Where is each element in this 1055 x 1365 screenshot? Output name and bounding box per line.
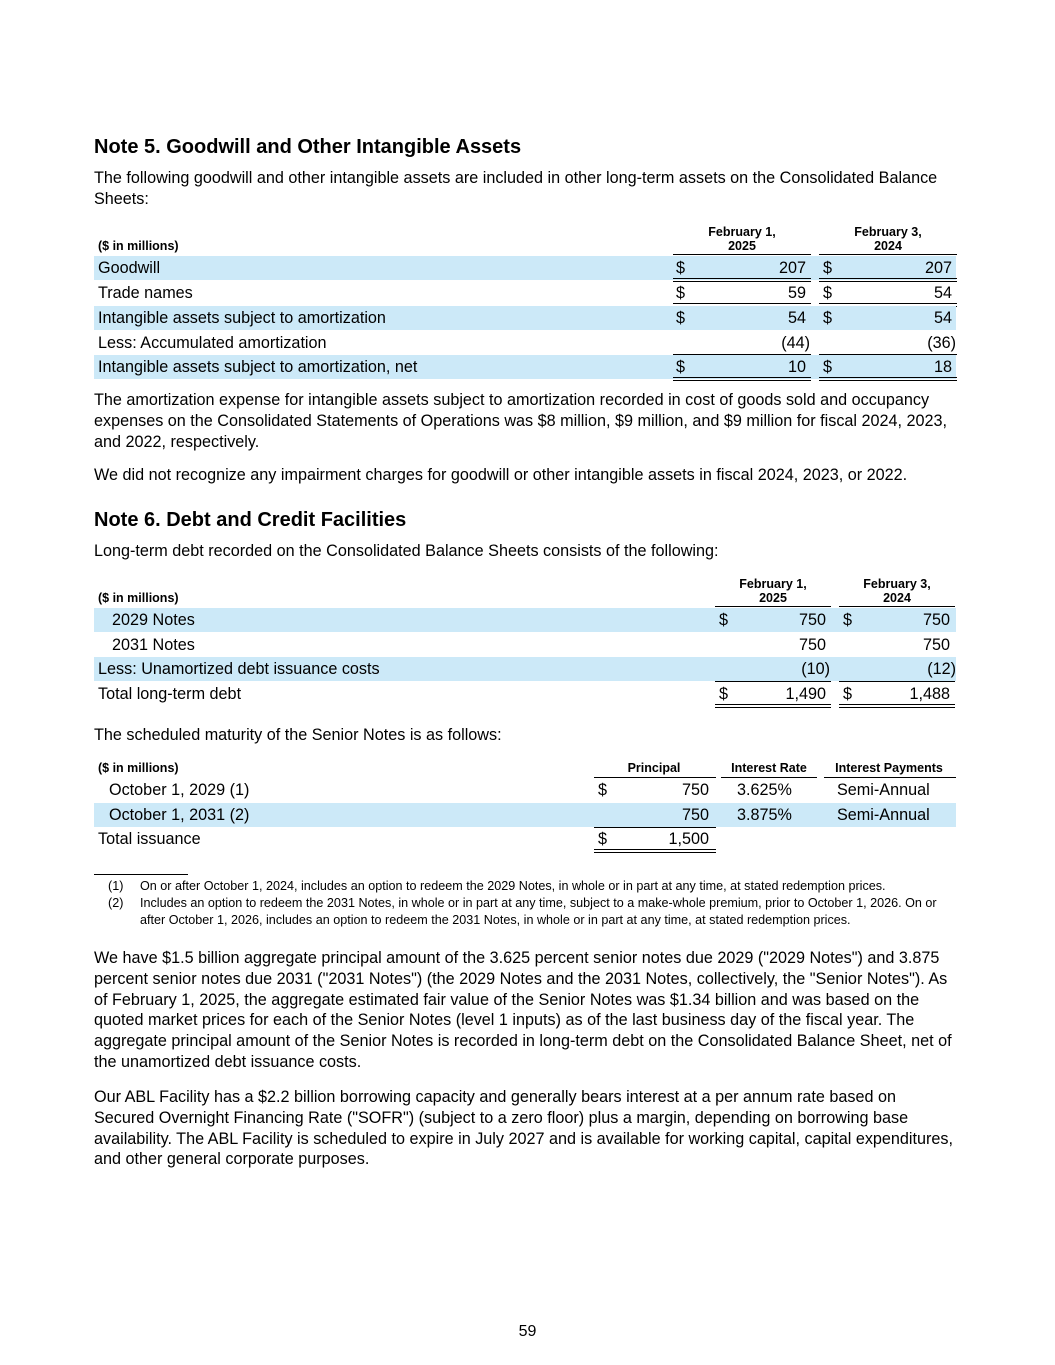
table-row: Total long-term debt $ 1,490 $ 1,488 [98,685,950,703]
header-rule [819,254,957,255]
abl-facility-paragraph: Our ABL Facility has a $2.2 billion borrowing capacity and generally bears interest at a per annum rate based on Secured Overnight Financing Rate ("SOFR") (subject to a zero floor) plus a margin, depending on borrowing base availability. The ABL Facility is scheduled to expire in July 2027 and is available for working capital, capital expenditures, and other general corporate purposes. [94,1088,954,1169]
table-unit: ($ in millions) [98,591,179,605]
note5-amortization-paragraph: The amortization expense for intangible assets subject to amortization recorded in cost of goods sold and occupancy expenses on the Consolidated Statements of Operations was $8 million, $9 million, and $9 million for fiscal 2024, 2023, and 2022, respectively. [94,391,948,451]
table-row: Less: Unamortized debt issuance costs (10) (12) [94,657,956,681]
total-rule [673,377,811,381]
table-row: Intangible assets subject to amortization $ 54 $ 54 [94,306,956,330]
total-rule [839,704,955,708]
note5-impairment-paragraph: We did not recognize any impairment charges for goodwill or other intangible assets in fiscal 2024, 2023, or 2022. [94,466,908,484]
col-header-2024: February 3, 2024 [863,577,931,605]
senior-notes-paragraph: We have $1.5 billion aggregate principal amount of the 3.625 percent senior notes due 2029 ("2029 Notes") and 3.875 percent senior notes due 2031 ("2031 Notes") (the 2029 Notes and the 2031 Notes, collectively, the "Senior Notes"). As of February 1, 2025, the aggregate estimated fair value of the Senior Notes was $1.34 billion and was based on the quoted market prices for each of the Senior Notes (level 1 inputs) as of the last business day of the fiscal year. The aggregate principal amount of the Senior Notes is recorded in long-term debt on the Consolidated Balance Sheet, net of the unamortized debt issuance costs. [94,949,952,1071]
table-unit: ($ in millions) [98,761,179,775]
header-rule [839,606,955,607]
page-number: 59 [518,1323,537,1340]
table-row: Intangible assets subject to amortization, net $ 10 $ 18 [94,355,956,379]
table-unit: ($ in millions) [98,239,179,253]
total-rule [819,377,957,381]
table-row: October 1, 2031 (2) 750 3.875% Semi-Annual [94,803,956,827]
header-rule [715,606,831,607]
table-row: 2029 Notes $ 750 $ 750 [94,608,956,632]
col-header-interest-rate: Interest Rate [731,761,807,775]
note5-intro: The following goodwill and other intangible assets are included in other long-term assets on the Consolidated Balance Sheets: [94,169,938,208]
table-row: Goodwill $ 207 $ 207 [94,256,956,280]
note6-intro: Long-term debt recorded on the Consolidated Balance Sheets consists of the following: [94,542,719,560]
col-header-2025: February 1, 2025 [708,225,776,253]
col-header-2025: February 1, 2025 [739,577,807,605]
maturity-intro: The scheduled maturity of the Senior Notes is as follows: [94,726,502,744]
header-rule [673,254,811,255]
col-header-interest-payments: Interest Payments [835,761,943,775]
total-rule [594,849,716,853]
note6-title: Note 6. Debt and Credit Facilities [94,509,407,531]
table-row: Less: Accumulated amortization (44) (36) [98,334,956,352]
col-header-principal: Principal [627,761,681,775]
col-header-2024: February 3, 2024 [854,225,922,253]
table-row: 2031 Notes 750 750 [112,636,950,654]
footnote-separator [94,874,188,875]
table-row: Total issuance $ 1,500 [98,830,709,848]
table-row: Trade names $ 59 $ 54 [98,284,952,302]
table-row: October 1, 2029 (1) $ 750 3.625% Semi-Annual [109,781,930,799]
note5-title: Note 5. Goodwill and Other Intangible Assets [94,136,522,158]
total-rule [715,704,831,708]
